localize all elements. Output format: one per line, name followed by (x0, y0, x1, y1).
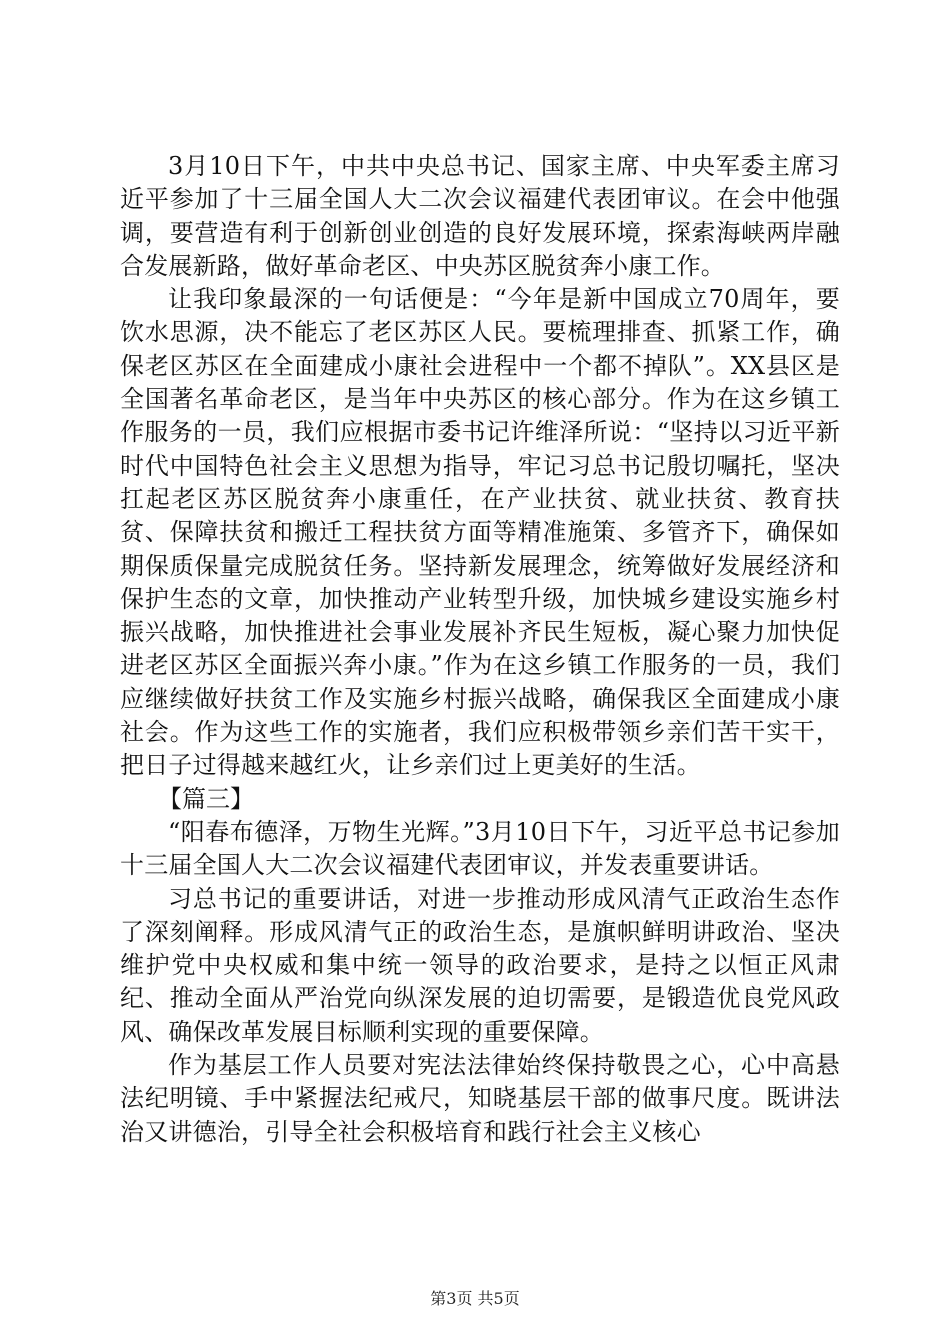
paragraph-5: 作为基层工作人员要对宪法法律始终保持敬畏之心，心中高悬法纪明镜、手中紧握法纪戒尺，知晓基层干部的做事尺度。既讲法治又讲德治，引导全社会积极培育和践行社会主义核心 (120, 1051, 840, 1146)
paragraph-4: 习总书记的重要讲话，对进一步推动形成风清气正政治生态作了深刻阐释。形成风清气正的政治生态，是旗帜鲜明讲政治、坚决维护党中央权威和集中统一领导的政治要求，是持之以恒正风肃纪、推动全面从严治党向纵深发展的迫切需要，是锻造优良党风政风、确保改革发展目标顺利实现的重要保障。 (120, 884, 840, 1046)
paragraph-1: 3月10日下午，中共中央总书记、国家主席、中央军委主席习近平参加了十三届全国人大二次会议福建代表团审议。在会中他强调，要营造有利于创新创业创造的良好发展环境，探索海峡两岸融合发展新路，做好革命老区、中央苏区脱贫奔小康工作。 (120, 152, 840, 280)
section-heading: 【篇三】 (158, 784, 254, 813)
document-body (120, 150, 840, 1149)
paragraph-3: “阳春布德泽，万物生光辉。”3月10日下午，习近平总书记参加十三届全国人大二次会议福建代表团审议，并发表重要讲话。 (120, 817, 840, 880)
page-footer: 第3页 共5页 (430, 1289, 520, 1308)
paragraph-2: 让我印象最深的一句话便是：“今年是新中国成立70周年，要饮水思源，决不能忘了老区苏区人民。要梳理排查、抓紧工作，确保老区苏区在全面建成小康社会进程中一个都不掉队”。XX县区是全国著名革命老区，是当年中央苏区的核心部分。作为在这乡镇工作服务的一员，我们应根据市委书记许维泽所说：“坚持以习近平新时代中国特色社会主义思想为指导，牢记习总书记殷切嘱托，坚决扛起老区苏区脱贫奔小康重任，在产业扶贫、就业扶贫、教育扶贫、保障扶贫和搬迁工程扶贫方面等精准施策、多管齐下，确保如期保质保量完成脱贫任务。坚持新发展理念，统筹做好发展经济和保护生态的文章，加快推动产业转型升级，加快城乡建设实施乡村振兴战略，加快推进社会事业发展补齐民生短板，凝心聚力加快促进老区苏区全面振兴奔小康。”作为在这乡镇工作服务的一员，我们应继续做好扶贫工作及实施乡村振兴战略，确保我区全面建成小康社会。作为这些工作的实施者，我们应积极带领乡亲们苦干实干，把日子过得越来越红火，让乡亲们过上更美好的生活。 (120, 285, 840, 780)
